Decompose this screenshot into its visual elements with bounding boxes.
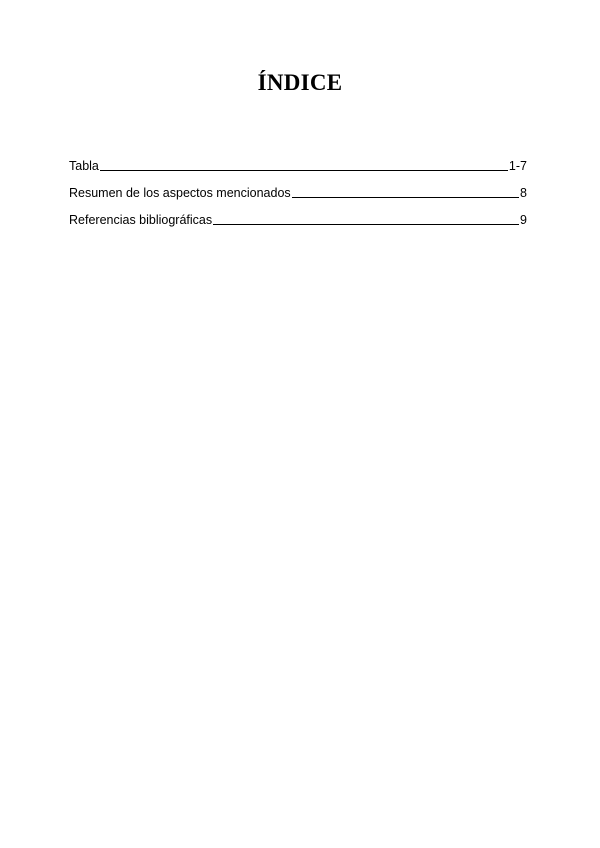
toc-entry-referencias <box>69 210 527 228</box>
toc-leader-line <box>213 223 519 225</box>
toc-entry-tabla <box>69 156 527 174</box>
toc-entry-label: Tabla <box>69 159 99 173</box>
toc-leader-line <box>100 169 508 171</box>
page-title: ÍNDICE <box>257 70 343 95</box>
toc-entry-page: 8 <box>520 186 527 200</box>
table-of-contents <box>69 156 527 237</box>
toc-leader-line <box>292 196 519 198</box>
toc-entry-page: 9 <box>520 213 527 227</box>
toc-entry-resumen <box>69 183 527 201</box>
toc-entry-label: Referencias bibliográficas <box>69 213 213 227</box>
toc-entry-label: Resumen de los aspectos mencionados <box>69 186 291 200</box>
toc-entry-page: 1-7 <box>508 159 527 173</box>
